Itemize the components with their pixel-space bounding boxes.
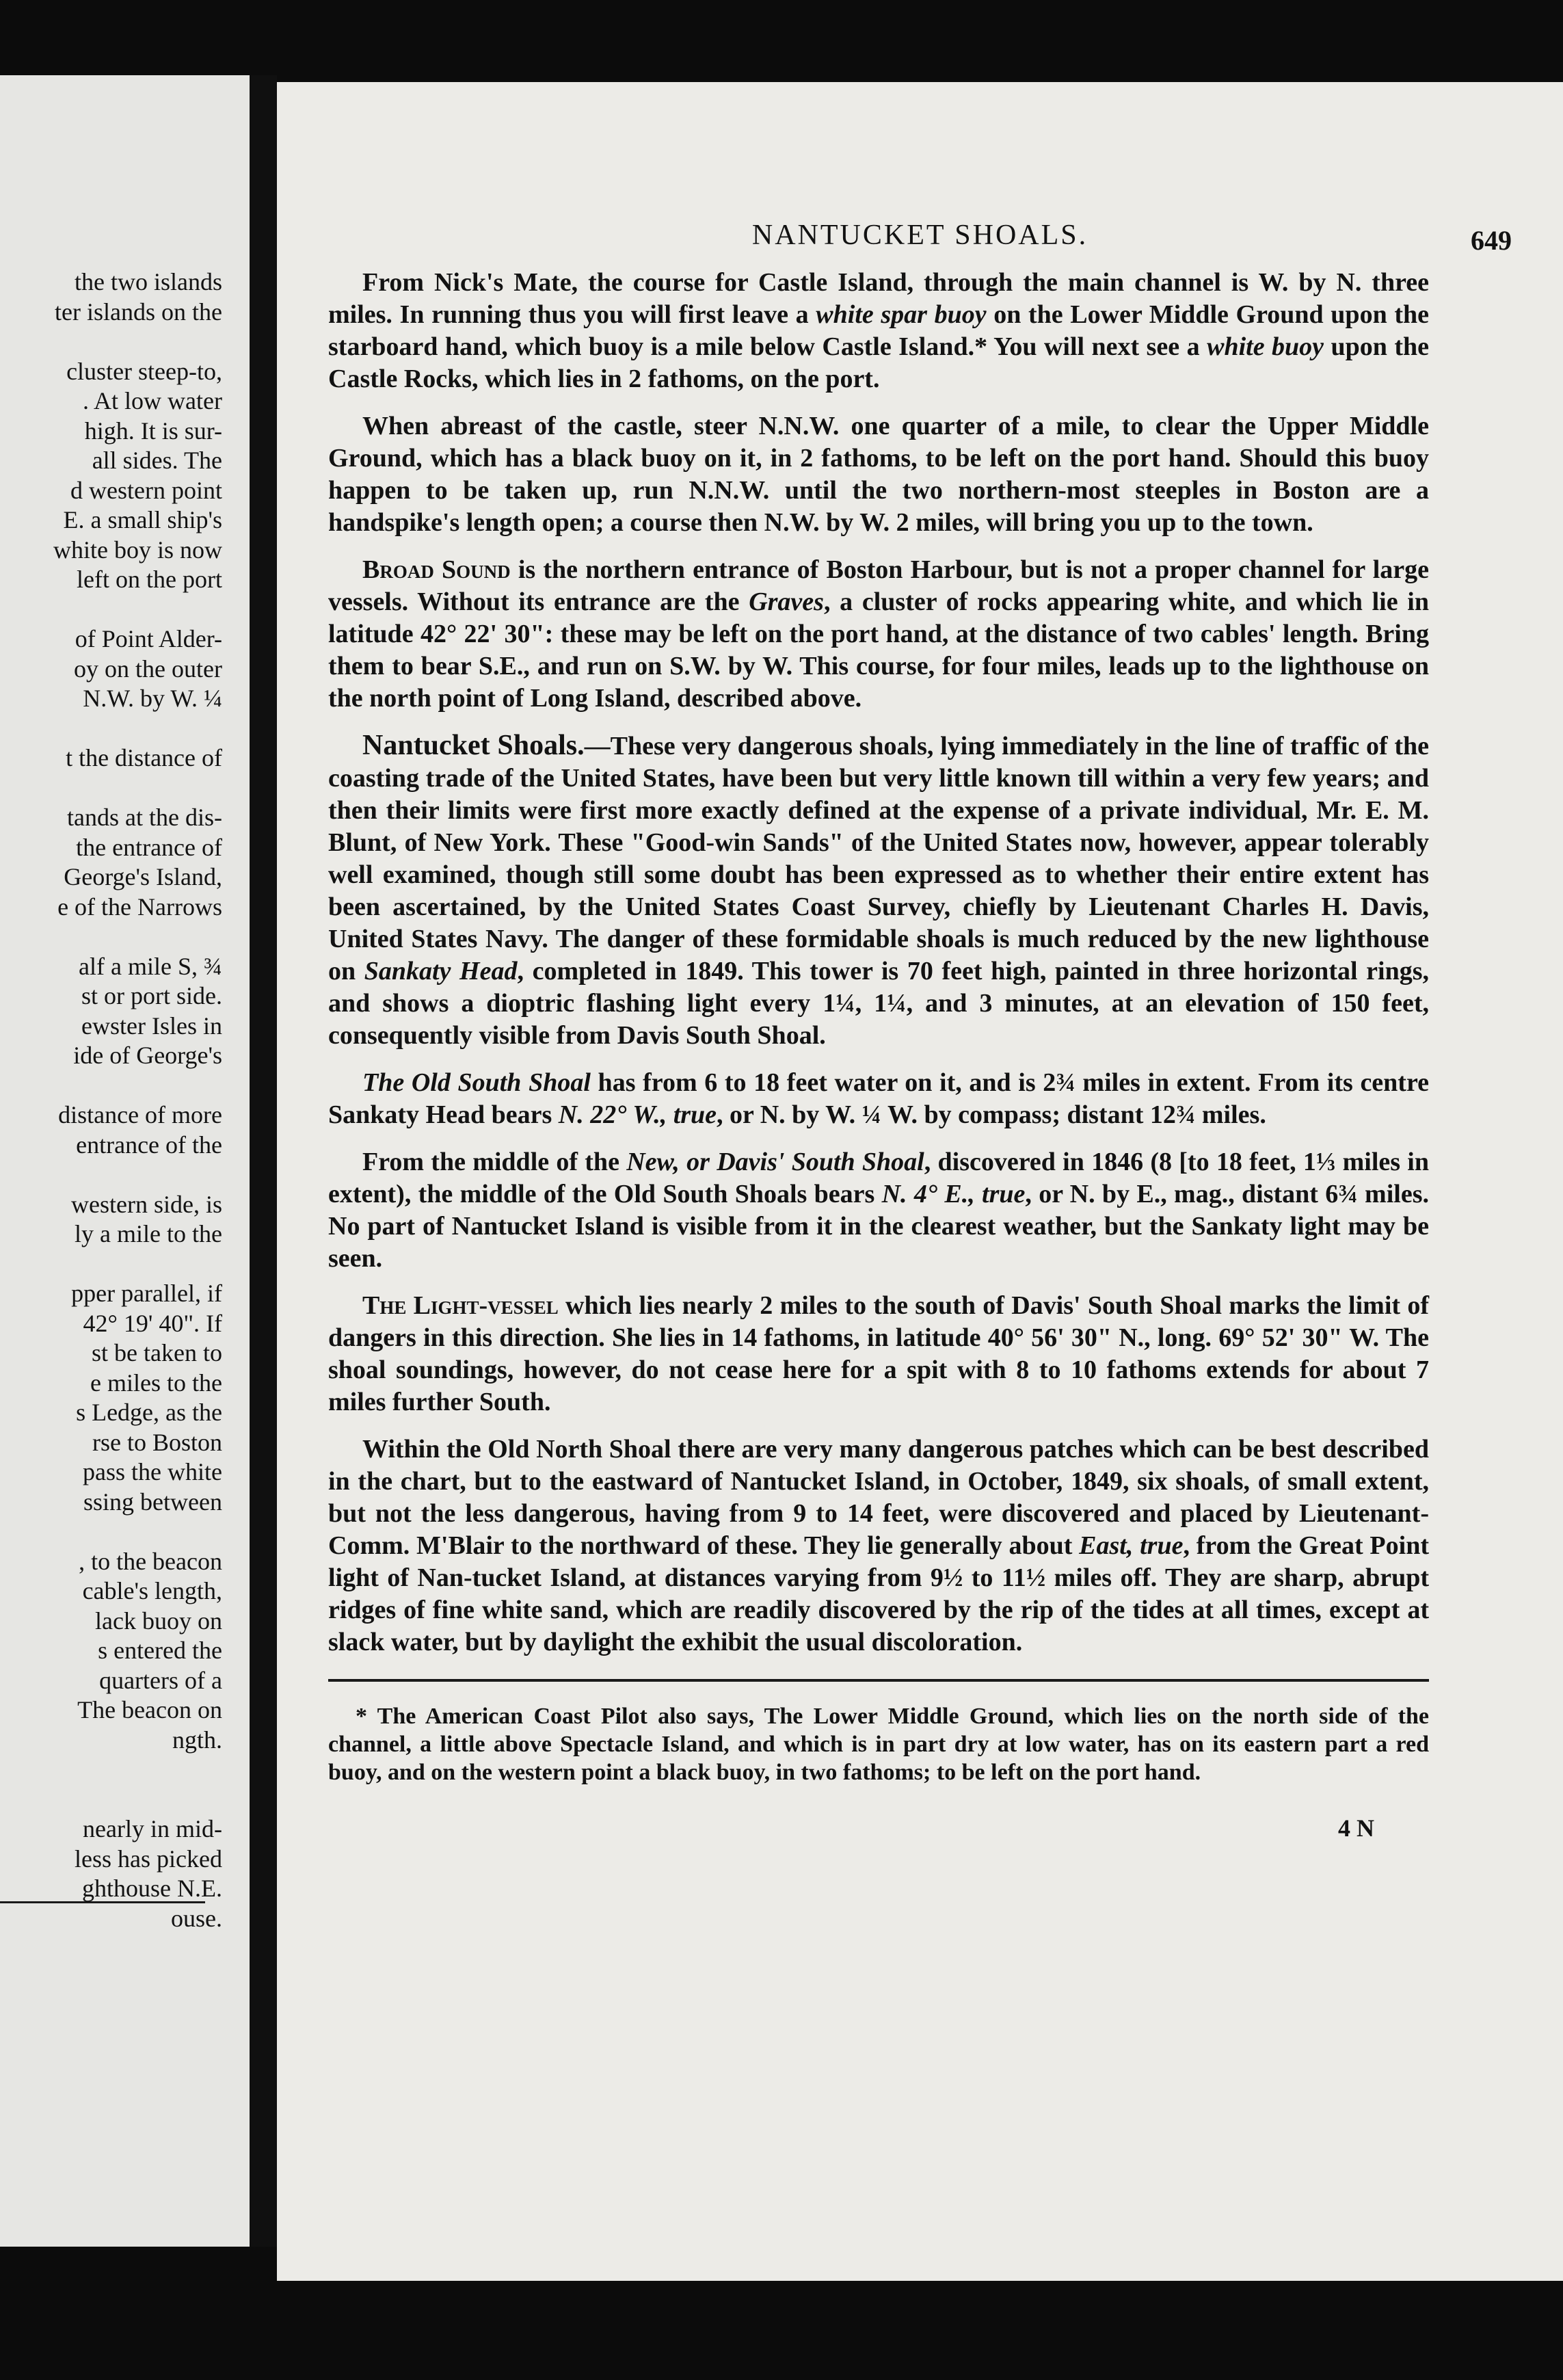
left-page-line: less has picked — [75, 1844, 222, 1873]
left-page-line: entrance of the — [76, 1130, 222, 1159]
text-run: , completed in 1849. This tower is 70 feet high, painted in three horizontal rings, and shows a dioptric flashing light every 1¼, 1¼, and 3 minutes, at an elevation of 150 feet, consequently visible from Davis South Shoal. — [328, 957, 1429, 1050]
left-page-line: 42° 19' 40". If — [83, 1309, 222, 1337]
text-run-small-caps: The Light-vessel — [362, 1291, 559, 1320]
left-page-line: ter islands on the — [55, 298, 222, 326]
text-run: From Nick's Mate, the course for Castle Island, through the main channel is W. by N. three miles. In running thus you will first leave a — [328, 268, 1429, 329]
book-gutter — [250, 75, 277, 2247]
page-number: 649 — [1471, 225, 1512, 256]
page-header — [277, 219, 1563, 260]
text-run: , or N. by E., mag., distant 6¾ miles. No part of Nantucket Island is visible from it in the clearest weather, but the Sankaty light may be seen. — [328, 1180, 1429, 1273]
left-page-line: all sides. The — [92, 447, 222, 474]
left-page-line: left on the port — [77, 566, 222, 593]
left-page-line: lack buoy on — [95, 1606, 222, 1635]
left-facing-page — [0, 75, 250, 2247]
footnote: * The American Coast Pilot also says, The Lower Middle Ground, which lies on the north side of the channel, a little above Spectacle Island, and which is in part dry at low water, has on its eastern part a red buoy, and on the western point a black buoy, in two fathoms; to be left on the port hand. — [328, 1704, 1429, 1785]
left-page-line: quarters of a — [99, 1666, 222, 1694]
left-page-line: tands at the dis- — [67, 804, 222, 831]
text-run-italic: New, or Davis' South Shoal — [626, 1148, 924, 1176]
left-page-line: ngth. — [172, 1726, 222, 1754]
text-run: has from 6 to 18 feet water on it, and is 2¾ miles in extent. From its centre Sankaty Head bears — [328, 1068, 1430, 1129]
left-page-line: ewster Isles in — [81, 1012, 222, 1040]
signature-mark: 4 N — [1338, 1814, 1374, 1842]
paragraph-old-north-shoal — [328, 1433, 1429, 1658]
left-page-line: distance of more — [58, 1101, 222, 1128]
left-page-line: e of the Narrows — [57, 892, 222, 921]
left-page-line: ly a mile to the — [75, 1220, 222, 1247]
paragraph-davis-south-shoal — [328, 1146, 1429, 1275]
left-page-line: cluster steep-to, — [66, 357, 222, 385]
text-run-italic: white buoy — [1207, 332, 1324, 361]
left-page-line: st or port side. — [81, 982, 222, 1009]
text-run-italic: East, true — [1079, 1531, 1184, 1560]
left-page-line: rse to Boston — [92, 1428, 222, 1456]
left-page-line: s entered the — [98, 1637, 222, 1664]
left-page-line: ghthouse N.E. — [82, 1875, 222, 1902]
text-run-italic: Graves — [749, 587, 824, 616]
text-run-italic: Sankaty Head — [364, 957, 518, 986]
left-page-line: . At low water — [83, 387, 222, 414]
left-page-line: the entrance of — [76, 833, 222, 861]
left-page-line: cable's length, — [82, 1577, 222, 1604]
text-run-italic: white spar buoy — [816, 300, 987, 329]
left-page-line: ouse. — [171, 1904, 222, 1932]
paragraph-nantucket-shoals — [328, 730, 1429, 1052]
left-page-line: N.W. by W. ¼ — [83, 685, 222, 712]
paragraph-broad-sound — [328, 554, 1429, 715]
running-head: NANTUCKET SHOALS. — [751, 220, 1088, 251]
text-run-small-caps: Broad Sound — [362, 555, 511, 584]
text-run-italic: N. 22° W., true — [558, 1100, 717, 1129]
text-run-italic: The Old South Shoal — [362, 1068, 591, 1097]
left-page-line: George's Island, — [64, 863, 222, 890]
left-page-line: t the distance of — [66, 744, 222, 771]
text-run-italic: N. 4° E., true — [881, 1180, 1026, 1208]
text-run: , or N. by W. ¼ W. by compass; distant 12¾ miles. — [717, 1100, 1266, 1129]
page-body — [328, 267, 1429, 1842]
left-page-line: ide of George's — [73, 1042, 222, 1069]
left-page-line: e miles to the — [90, 1368, 222, 1397]
section-heading: Nantucket Shoals. — [362, 730, 585, 761]
paragraph-light-vessel — [328, 1290, 1429, 1418]
main-page — [277, 82, 1563, 2281]
text-run: Within the Old North Shoal there are very many dangerous patches which can be best described in the chart, but to the eastward of Nantucket Island, in October, 1849, six shoals, of small extent, but not the less dangerous, having from 9 to 14 feet, were discovered and placed by Lieutenant-Comm. M'Blair to the northward of these. They lie generally about — [328, 1435, 1429, 1560]
left-page-line: pass the white — [83, 1458, 222, 1485]
text-run: From the middle of the — [362, 1148, 627, 1176]
left-page-line: , to the beacon — [79, 1547, 222, 1575]
text-run: on the Lower Middle Ground upon the starboard hand, which buoy is a mile below Castle Island.* You will next see a — [328, 300, 1429, 361]
paragraph-castle-island-course — [328, 267, 1429, 395]
left-page-line: nearly in mid- — [83, 1815, 222, 1842]
left-page-line: of Point Alder- — [75, 625, 222, 652]
left-page-line: the two islands — [75, 268, 222, 295]
text-run: , discovered in 1846 (8 [to 18 feet, 1⅓ miles in extent), the middle of the Old South Shoals bears — [328, 1148, 1430, 1208]
text-run: upon the Castle Rocks, which lies in 2 fathoms, on the port. — [328, 332, 1429, 393]
left-page-line: alf a mile S, ¾ — [79, 952, 222, 980]
footnote-rule — [328, 1679, 1429, 1682]
left-page-line: pper parallel, if — [71, 1280, 222, 1307]
left-page-line: The beacon on — [77, 1696, 222, 1723]
paragraph-abreast-castle: When abreast of the castle, steer N.N.W. one quarter of a mile, to clear the Upper Middle Ground, which has a black buoy on it, in 2 fathoms, to be left on the port hand. Should this buoy happen to be taken up, run N.N.W. until the two northern-most steeples in Boston are a handspike's length open; a course then N.W. by W. 2 miles, will bring you up to the town. — [328, 412, 1429, 537]
left-page-line: s Ledge, as the — [76, 1399, 222, 1426]
left-page-line: st be taken to — [92, 1339, 222, 1366]
text-run: —These very dangerous shoals, lying immediately in the line of traffic of the coasting trade of the United States, have been but very little known till within a very few years; and then their limits were first more exactly defined at the expense of a private individual, Mr. E. M. Blunt, of New York. These "Good-win Sands" of the United States now, however, appear tolerably well examined, though still some doubt has been expressed as to whether their entire extent has been ascertained, by the United States Coast Survey, chiefly by Lieutenant Charles H. Davis, United States Navy. The danger of these formidable shoals is much reduced by the new lighthouse on — [328, 732, 1429, 986]
left-page-line: oy on the outer — [74, 654, 222, 683]
text-run: is the northern entrance of Boston Harbour, but is not a proper channel for large vessels. Without its entrance are the — [328, 555, 1429, 616]
text-run: , from the Great Point light of Nan-tucket Island, at distances varying from 9½ to 11½ miles off. They are sharp, abrupt ridges of fine white sand, which are readily discovered by the rip of the tides at all times, except at slack water, but by daylight the exhibit the usual discoloration. — [328, 1531, 1429, 1656]
left-page-line: ssing between — [83, 1488, 222, 1516]
text-run: which lies nearly 2 miles to the south of Davis' South Shoal marks the limit of dangers in this direction. She lies in 14 fathoms, in latitude 40° 56' 30" N., long. 69° 52' 30" W. The shoal soundings, however, do not cease here for a spit with 8 to 10 fathoms extends for about 7 miles further South. — [328, 1291, 1430, 1416]
left-page-line: white boy is now — [53, 536, 222, 564]
text-run: , a cluster of rocks appearing white, and which lie in latitude 42° 22' 30": these may be left on the port hand, at the distance of two cables' length. Bring them to bear S.E., and run on S.W. by W. This course, for four miles, leads up to the lighthouse on the north point of Long Island, described above. — [328, 587, 1429, 713]
paragraph-old-south-shoal — [328, 1067, 1429, 1131]
left-page-line: high. It is sur- — [84, 416, 222, 445]
left-page-line: d western point — [70, 476, 222, 504]
left-page-line: western side, is — [71, 1190, 222, 1218]
left-page-line: E. a small ship's — [63, 506, 222, 533]
